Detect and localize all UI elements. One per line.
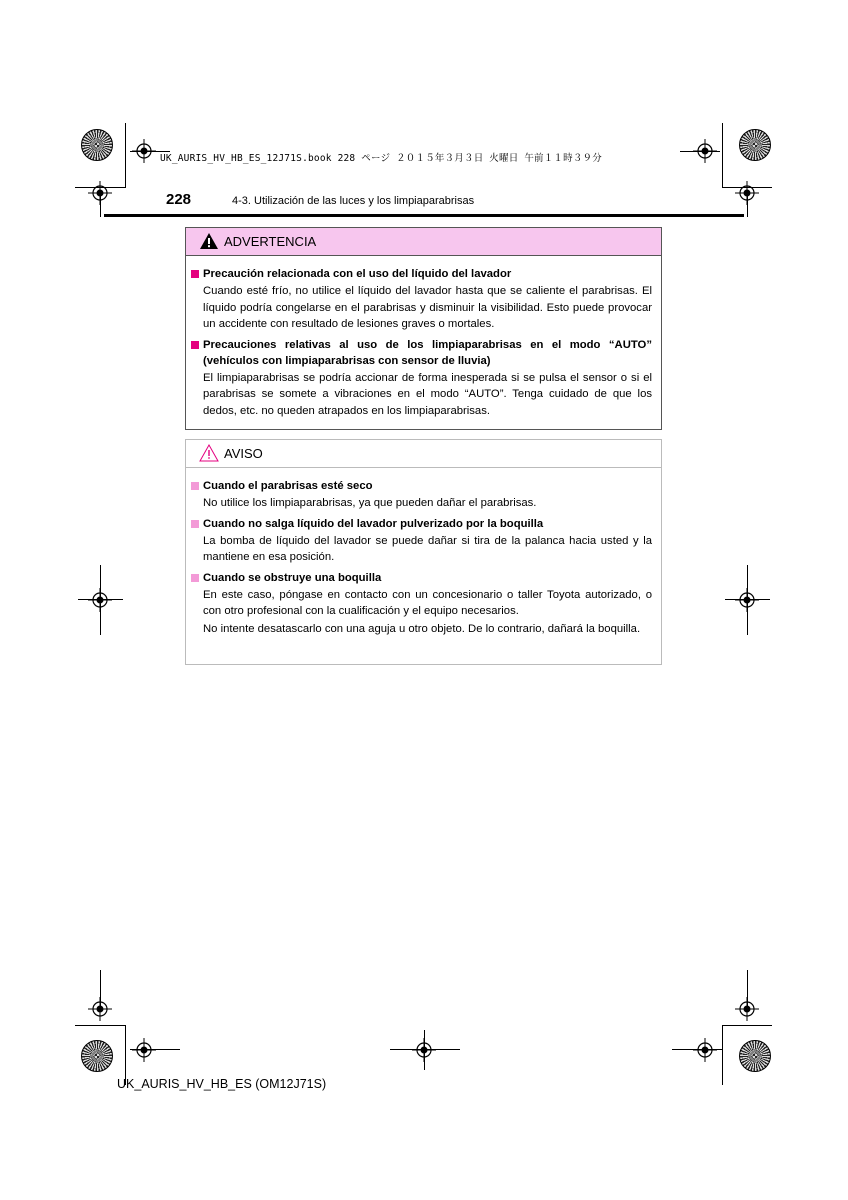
notice-header [186,440,661,468]
registration-rosette-icon [739,129,771,161]
registration-mark-icon [132,1038,156,1062]
bullet-square-icon [191,482,199,490]
notice-item-text: En este caso, póngase en contacto con un concesionario o taller Toyota autorizado, o con otro profesional con la cualificación y el equipo necesarios. [203,588,652,617]
bullet-square-icon [191,341,199,349]
notice-item-title: Cuando el parabrisas esté seco [190,478,652,494]
notice-title: AVISO [224,446,263,461]
notice-item-text: No intente desatascarlo con una aguja u otro objeto. De lo contrario, dañará la boquilla. [203,622,641,635]
file-info: UK_AURIS_HV_HB_ES_12J71S.book 228 ページ ２０１５年３月３日 火曜日 午前１１時３９分 [160,153,602,164]
registration-rosette-icon [81,1040,113,1072]
registration-mark-icon [88,588,112,612]
registration-mark-icon [735,997,759,1021]
registration-mark-icon [693,139,717,163]
registration-mark-icon [735,588,759,612]
section-title: 4-3. Utilización de las luces y los limpiaparabrisas [232,195,475,207]
warning-item-title: Precauciones relativas al uso de los limpiaparabrisas en el modo “AUTO” (vehículos con limpiaparabrisas con sensor de lluvia) [190,337,652,369]
warning-item-title: Precaución relacionada con el uso del líquido del lavador [190,266,652,282]
page-number: 228 [166,191,192,208]
warning-triangle-icon [199,232,219,250]
notice-item-text: La bomba de líquido del lavador se puede dañar si tira de la palanca hacia usted y la mantiene en esa posición. [203,534,652,563]
bullet-square-icon [191,574,199,582]
warning-box [185,227,662,430]
bullet-square-icon [191,520,199,528]
notice-box [185,439,662,665]
document-code: UK_AURIS_HV_HB_ES (OM12J71S) [117,1077,327,1091]
warning-item-text: Cuando esté frío, no utilice el líquido del lavador hasta que se caliente el parabrisas. El líquido podría congelarse en el parabrisas y disminuir la visibilidad. Esto puede provocar un accidente con resultado de lesiones graves o mortales. [203,285,652,330]
caution-triangle-icon [199,444,219,462]
registration-rosette-icon [739,1040,771,1072]
registration-mark-icon [132,139,156,163]
registration-mark-icon [735,181,759,205]
registration-mark-icon [88,181,112,205]
notice-item-title: Cuando no salga líquido del lavador pulverizado por la boquilla [190,516,652,532]
registration-rosette-icon [81,129,113,161]
warning-item-text: El limpiaparabrisas se podría accionar de forma inesperada si se pulsa el sensor o si el parabrisas se somete a vibraciones en el modo “AUTO”. Tenga cuidado de que los dedos, etc. no queden atrapados en los limpiaparabrisas. [203,371,652,417]
bullet-square-icon [191,270,199,278]
notice-item-text: No utilice los limpiaparabrisas, ya que pueden dañar el parabrisas. [203,497,537,509]
warning-title: ADVERTENCIA [224,234,317,249]
header-rule [104,214,744,217]
warning-header [186,228,661,256]
registration-mark-icon [693,1038,717,1062]
registration-mark-icon [412,1038,436,1062]
registration-mark-icon [88,997,112,1021]
notice-item-title: Cuando se obstruye una boquilla [190,570,652,586]
